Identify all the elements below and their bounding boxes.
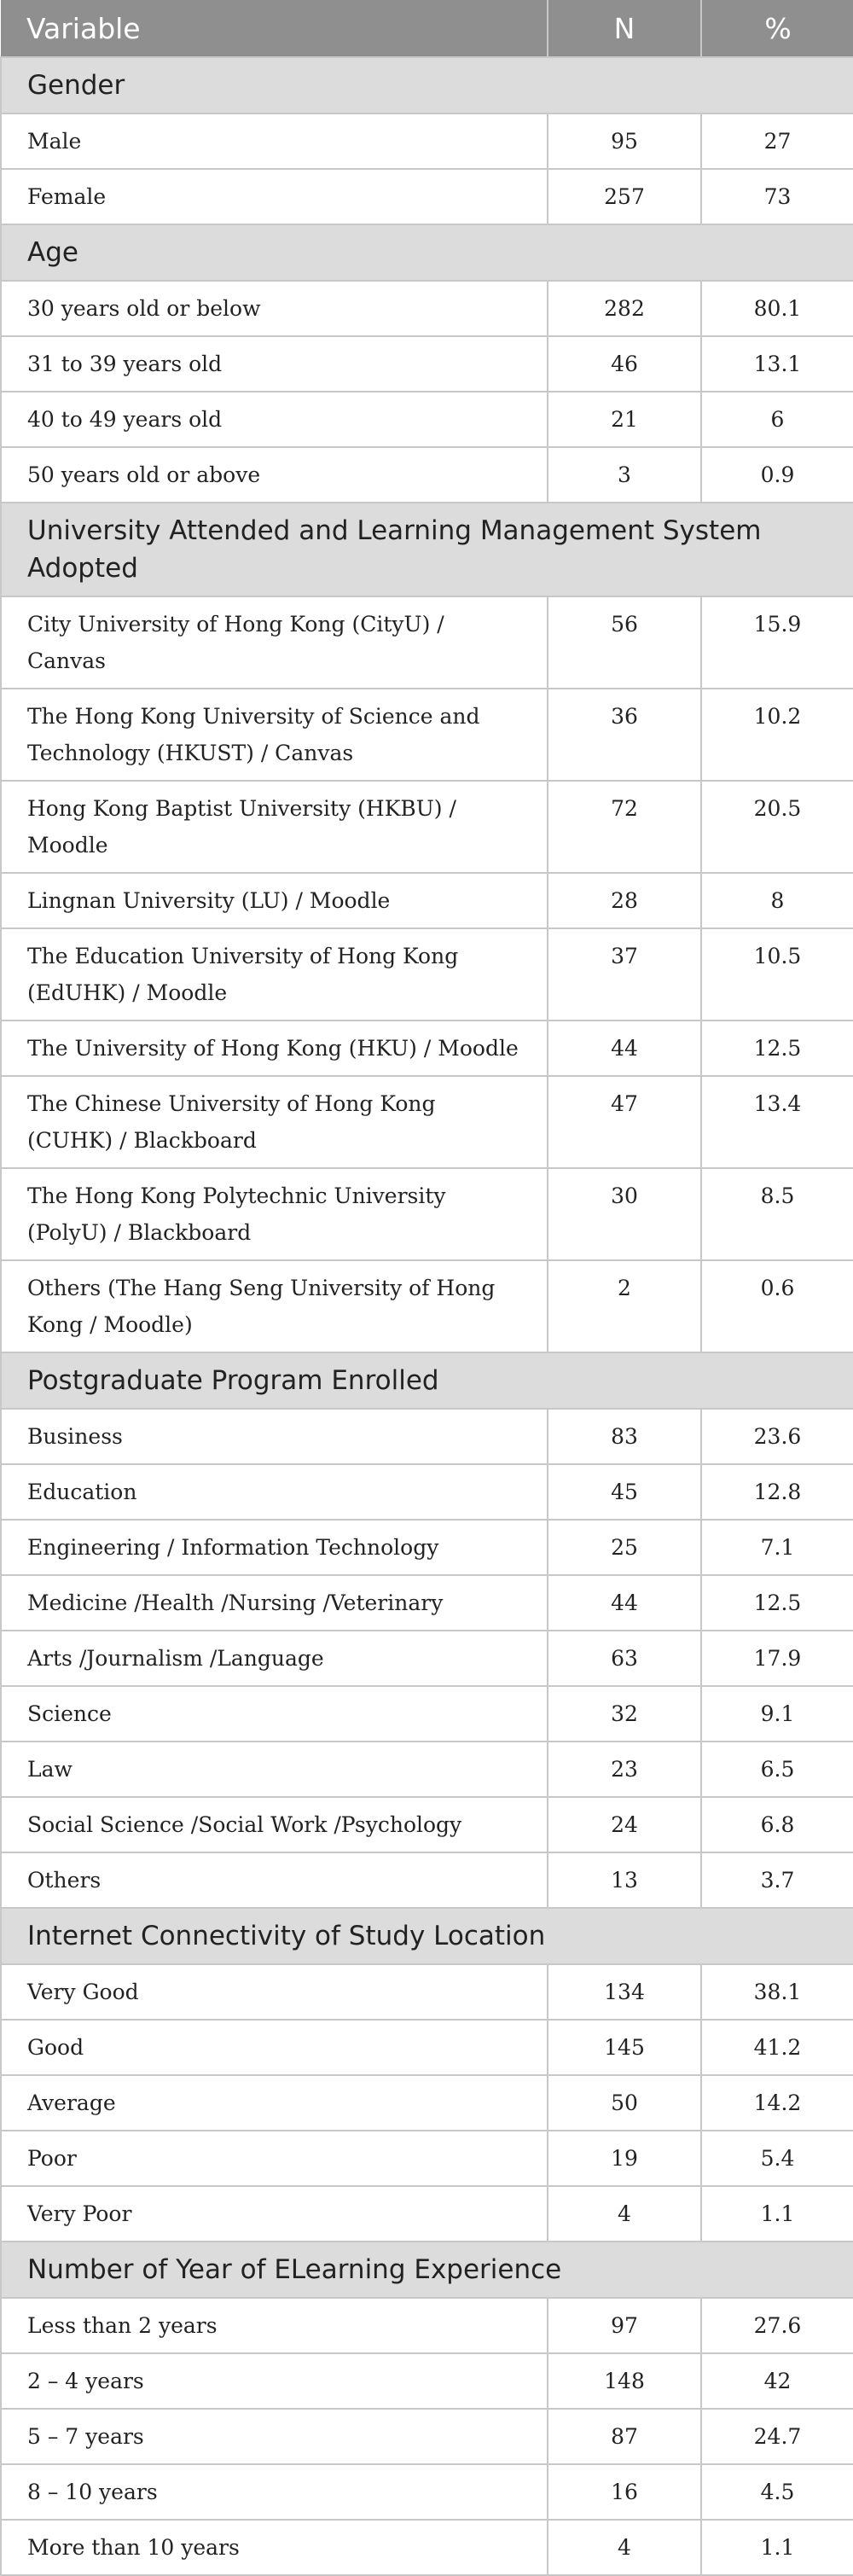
row-percent: 4.5 (701, 2464, 853, 2520)
row-n: 63 (548, 1631, 701, 1686)
section-gender (1, 57, 853, 113)
row-percent: 27.6 (701, 2298, 853, 2353)
row-n: 145 (548, 2020, 701, 2075)
row-n: 72 (548, 781, 701, 873)
header-percent: % (701, 0, 853, 57)
row-label: Very Poor (1, 2186, 548, 2242)
row-label: Science (1, 1686, 548, 1742)
row-label: The Hong Kong Polytechnic University (PolyU) / Blackboard (1, 1168, 548, 1260)
row-percent: 8.5 (701, 1168, 853, 1260)
row-percent: 3.7 (701, 1852, 853, 1908)
row-percent: 23.6 (701, 1409, 853, 1464)
section-title: Internet Connectivity of Study Location (1, 1908, 853, 1964)
row-percent: 80.1 (701, 281, 853, 336)
row-label: City University of Hong Kong (CityU) / Canvas (1, 596, 548, 689)
row-percent: 6.5 (701, 1742, 853, 1797)
table-row (1, 2520, 853, 2575)
row-n: 32 (548, 1686, 701, 1742)
row-percent: 0.6 (701, 1260, 853, 1352)
row-n: 37 (548, 928, 701, 1021)
row-percent: 0.9 (701, 447, 853, 503)
section-university (1, 503, 853, 596)
row-label: The Chinese University of Hong Kong (CUHK) / Blackboard (1, 1076, 548, 1168)
row-label: The University of Hong Kong (HKU) / Moodle (1, 1021, 548, 1076)
table-row (1, 169, 853, 224)
row-label: Good (1, 2020, 548, 2075)
row-n: 45 (548, 1464, 701, 1520)
row-percent: 38.1 (701, 1964, 853, 2020)
table-row (1, 336, 853, 392)
row-label: Others (The Hang Seng University of Hong Kong / Moodle) (1, 1260, 548, 1352)
row-label: The Hong Kong University of Science and Technology (HKUST) / Canvas (1, 689, 548, 781)
header-row (1, 0, 853, 57)
row-n: 23 (548, 1742, 701, 1797)
row-n: 3 (548, 447, 701, 503)
row-n: 47 (548, 1076, 701, 1168)
row-percent: 5.4 (701, 2131, 853, 2186)
row-label: 30 years old or below (1, 281, 548, 336)
row-n: 44 (548, 1021, 701, 1076)
section-title: Postgraduate Program Enrolled (1, 1352, 853, 1409)
table-row (1, 2353, 853, 2409)
row-label: Medicine /Health /Nursing /Veterinary (1, 1575, 548, 1631)
row-n: 148 (548, 2353, 701, 2409)
table-row (1, 2075, 853, 2131)
section-title: Number of Year of ELearning Experience (1, 2242, 853, 2298)
row-n: 28 (548, 873, 701, 928)
row-label: 8 – 10 years (1, 2464, 548, 2520)
table-row (1, 2186, 853, 2242)
row-percent: 13.1 (701, 336, 853, 392)
row-n: 16 (548, 2464, 701, 2520)
table-row (1, 1168, 853, 1260)
row-percent: 1.1 (701, 2186, 853, 2242)
table-row (1, 781, 853, 873)
row-n: 56 (548, 596, 701, 689)
row-n: 4 (548, 2520, 701, 2575)
row-n: 19 (548, 2131, 701, 2186)
row-percent: 20.5 (701, 781, 853, 873)
row-label: Very Good (1, 1964, 548, 2020)
row-label: Social Science /Social Work /Psychology (1, 1797, 548, 1852)
row-percent: 73 (701, 169, 853, 224)
row-percent: 6.8 (701, 1797, 853, 1852)
row-percent: 14.2 (701, 2075, 853, 2131)
row-n: 4 (548, 2186, 701, 2242)
table-row (1, 2020, 853, 2075)
row-percent: 17.9 (701, 1631, 853, 1686)
section-title: University Attended and Learning Management System Adopted (1, 503, 853, 596)
table-row (1, 2131, 853, 2186)
row-n: 97 (548, 2298, 701, 2353)
row-label: Less than 2 years (1, 2298, 548, 2353)
row-n: 257 (548, 169, 701, 224)
header-n: N (548, 0, 701, 57)
row-label: 2 – 4 years (1, 2353, 548, 2409)
table-row (1, 113, 853, 169)
row-n: 282 (548, 281, 701, 336)
row-n: 25 (548, 1520, 701, 1575)
table-row (1, 2464, 853, 2520)
section-title: Gender (1, 57, 853, 113)
table-row (1, 689, 853, 781)
table-row (1, 1575, 853, 1631)
row-percent: 12.5 (701, 1575, 853, 1631)
table-row (1, 447, 853, 503)
table-row (1, 1964, 853, 2020)
row-n: 2 (548, 1260, 701, 1352)
table-row (1, 281, 853, 336)
table-row (1, 928, 853, 1021)
row-label: Education (1, 1464, 548, 1520)
row-label: More than 10 years (1, 2520, 548, 2575)
table-row (1, 1797, 853, 1852)
row-n: 36 (548, 689, 701, 781)
row-n: 87 (548, 2409, 701, 2464)
row-percent: 13.4 (701, 1076, 853, 1168)
header-variable: Variable (1, 0, 548, 57)
row-percent: 12.8 (701, 1464, 853, 1520)
row-percent: 12.5 (701, 1021, 853, 1076)
row-label: 5 – 7 years (1, 2409, 548, 2464)
table-row (1, 2298, 853, 2353)
section-title: Age (1, 224, 853, 281)
row-percent: 42 (701, 2353, 853, 2409)
row-label: Average (1, 2075, 548, 2131)
row-percent: 6 (701, 392, 853, 447)
table-row (1, 1464, 853, 1520)
row-percent: 24.7 (701, 2409, 853, 2464)
table-row (1, 1686, 853, 1742)
table-row (1, 873, 853, 928)
row-label: Poor (1, 2131, 548, 2186)
row-percent: 41.2 (701, 2020, 853, 2075)
row-n: 46 (548, 336, 701, 392)
row-label: Male (1, 113, 548, 169)
row-label: Others (1, 1852, 548, 1908)
table-row (1, 1409, 853, 1464)
row-percent: 10.2 (701, 689, 853, 781)
row-label: Lingnan University (LU) / Moodle (1, 873, 548, 928)
row-n: 134 (548, 1964, 701, 2020)
row-label: Female (1, 169, 548, 224)
section-program (1, 1352, 853, 1409)
row-label: 31 to 39 years old (1, 336, 548, 392)
table-row (1, 1520, 853, 1575)
row-percent: 7.1 (701, 1520, 853, 1575)
section-age (1, 224, 853, 281)
section-internet-connectivity (1, 1908, 853, 1964)
row-percent: 1.1 (701, 2520, 853, 2575)
row-n: 50 (548, 2075, 701, 2131)
table-row (1, 2409, 853, 2464)
row-percent: 27 (701, 113, 853, 169)
row-label: Arts /Journalism /Language (1, 1631, 548, 1686)
row-label: Business (1, 1409, 548, 1464)
table-row (1, 1852, 853, 1908)
table-row (1, 1076, 853, 1168)
table-row (1, 1021, 853, 1076)
row-n: 24 (548, 1797, 701, 1852)
row-percent: 9.1 (701, 1686, 853, 1742)
row-percent: 10.5 (701, 928, 853, 1021)
row-label: The Education University of Hong Kong (EdUHK) / Moodle (1, 928, 548, 1021)
row-label: Law (1, 1742, 548, 1797)
table-row (1, 596, 853, 689)
row-n: 44 (548, 1575, 701, 1631)
table-header (1, 0, 853, 57)
row-n: 21 (548, 392, 701, 447)
row-label: 50 years old or above (1, 447, 548, 503)
row-label: 40 to 49 years old (1, 392, 548, 447)
row-n: 95 (548, 113, 701, 169)
section-elearning-experience (1, 2242, 853, 2298)
row-label: Engineering / Information Technology (1, 1520, 548, 1575)
row-n: 30 (548, 1168, 701, 1260)
table-body (1, 57, 853, 2575)
table-row (1, 1631, 853, 1686)
row-percent: 15.9 (701, 596, 853, 689)
row-label: Hong Kong Baptist University (HKBU) / Moodle (1, 781, 548, 873)
table-row (1, 1260, 853, 1352)
table-row (1, 392, 853, 447)
table-row (1, 1742, 853, 1797)
row-n: 83 (548, 1409, 701, 1464)
row-n: 13 (548, 1852, 701, 1908)
row-percent: 8 (701, 873, 853, 928)
